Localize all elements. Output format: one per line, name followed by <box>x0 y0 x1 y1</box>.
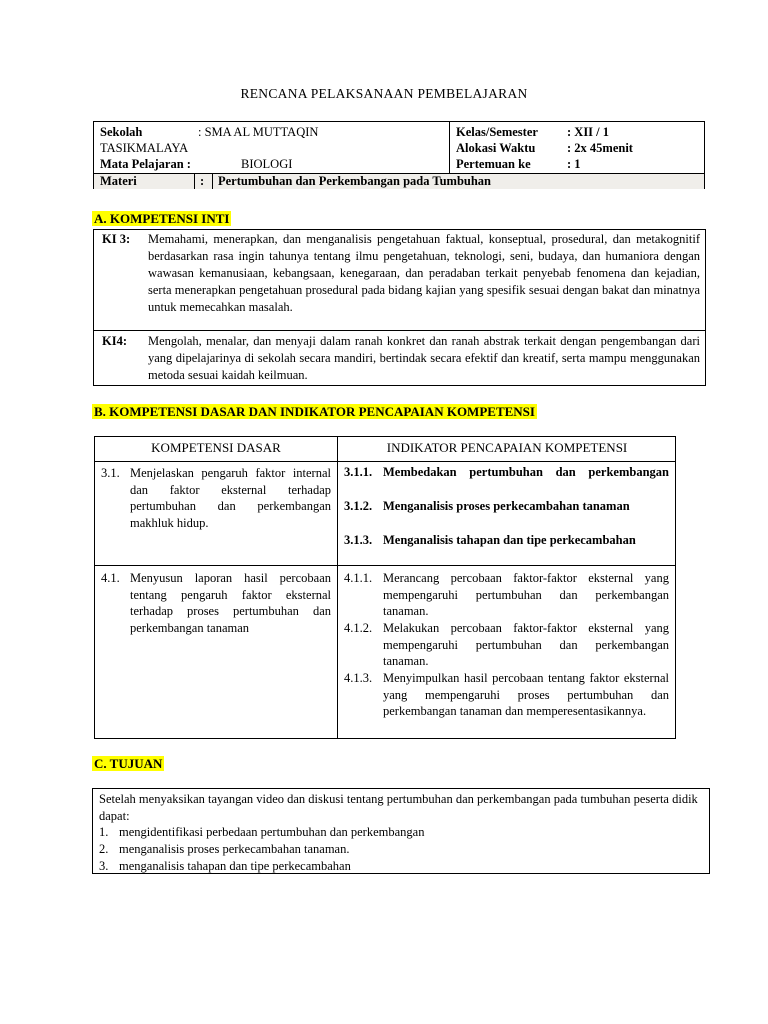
ki3-text: Memahami, menerapkan, dan menganalisis pengetahuan faktual, konseptual, prosedural, dan metakognitif berdasarkan rasa ingin tahunya tentang ilmu pengetahuan, teknologi, seni, budaya, dan humaniora dengan wawasan kemanusiaan, kebangsaan, kenegaraan, dan peradaban terkait penyebab fenomena dan kejadian, serta menerapkan pengetahuan prosedural pada bidang kajian yang spesifik sesuai dengan bakat dan minatnya untuk memecahkan masalah. <box>148 232 700 314</box>
mapel-label: Mata Pelajaran : <box>100 157 191 171</box>
tujuan-item-2-number: 2. <box>99 842 109 856</box>
kelas-value: : XII / 1 <box>567 125 610 139</box>
kd1-number: 3.1. <box>101 466 120 480</box>
ki3-label: KI 3: <box>102 232 131 246</box>
ki4-label: KI4: <box>102 334 127 348</box>
alokasi-label: Alokasi Waktu <box>456 141 536 155</box>
section-a-heading: A. KOMPETENSI INTI <box>94 211 230 226</box>
sekolah-value: : SMA AL MUTTAQIN <box>198 125 319 139</box>
ind-3-1-2-text: Menganalisis proses perkecambahan tanaman <box>383 499 630 513</box>
ind-4-1-3-number: 4.1.3. <box>344 671 373 685</box>
sekolah-label: Sekolah <box>100 125 143 139</box>
ind-4-1-1-text: Merancang percobaan faktor-faktor eksternal yang mempengaruhi pertumbuhan dan perkembangan tanaman. <box>383 571 669 618</box>
section-c-heading: C. TUJUAN <box>94 756 163 771</box>
ind-3-1-3-text: Menganalisis tahapan dan tipe perkecambahan <box>383 533 636 547</box>
section-b-heading: B. KOMPETENSI DASAR DAN INDIKATOR PENCAPAIAN KOMPETENSI <box>94 404 535 419</box>
sekolah-value-cont: TASIKMALAYA <box>100 141 189 155</box>
kd2-text: Menyusun laporan hasil percobaan tentang pengaruh faktor eksternal terhadap proses pertumbuhan dan perkembangan tanaman <box>130 571 331 635</box>
tujuan-item-2: menganalisis proses perkecambahan tanaman. <box>119 842 350 856</box>
ind-3-1-1-text: Membedakan pertumbuhan dan perkembangan <box>383 465 669 479</box>
materi-label: Materi <box>100 174 137 188</box>
kompetensi-inti-box <box>93 229 706 386</box>
header-info-box <box>93 121 705 189</box>
tujuan-item-3: menganalisis tahapan dan tipe perkecambahan <box>119 859 351 873</box>
tujuan-intro: Setelah menyaksikan tayangan video dan diskusi tentang pertumbuhan dan perkembangan pada tumbuhan peserta didik dapat: <box>99 792 698 823</box>
kelas-label: Kelas/Semester <box>456 125 538 139</box>
pertemuan-label: Pertemuan ke <box>456 157 531 171</box>
col-kompetensi-dasar: KOMPETENSI DASAR <box>151 440 281 455</box>
alokasi-value: : 2x 45menit <box>567 141 633 155</box>
ind-3-1-1-number: 3.1.1. <box>344 465 373 479</box>
tujuan-box <box>92 788 710 874</box>
document-title: RENCANA PELAKSANAAN PEMBELAJARAN <box>240 86 528 101</box>
ind-4-1-3-text: Menyimpulkan hasil percobaan tentang faktor eksternal yang mempengaruhi proses pertumbuhan dan perkembangan tanaman dan memperesentasikannya. <box>383 671 669 718</box>
kd1-text: Menjelaskan pengaruh faktor internal dan faktor eksternal terhadap pertumbuhan dan perkembangan makhluk hidup. <box>130 466 331 530</box>
materi-colon: : <box>200 174 205 188</box>
ind-4-1-2-number: 4.1.2. <box>344 621 373 635</box>
materi-value: Pertumbuhan dan Perkembangan pada Tumbuhan <box>218 174 492 188</box>
kd2-number: 4.1. <box>101 571 120 585</box>
tujuan-item-1-number: 1. <box>99 825 109 839</box>
kd-indikator-table <box>94 436 676 739</box>
ki4-text: Mengolah, menalar, dan menyaji dalam ranah konkret dan ranah abstrak terkait dengan pengembangan dari yang dipelajarinya di sekolah secara mandiri, bertindak secara efektif dan kreatif, serta mampu menggunakan metoda sesuai kaidah keilmuan. <box>148 334 700 382</box>
ind-4-1-2-text: Melakukan percobaan faktor-faktor eksternal yang mempengaruhi pertumbuhan dan perkembangan tanaman. <box>383 621 669 668</box>
ind-3-1-2-number: 3.1.2. <box>344 499 373 513</box>
ind-3-1-3-number: 3.1.3. <box>344 533 373 547</box>
col-indikator: INDIKATOR PENCAPAIAN KOMPETENSI <box>386 440 628 455</box>
pertemuan-value: : 1 <box>567 157 581 171</box>
tujuan-item-1: mengidentifikasi perbedaan pertumbuhan dan perkembangan <box>119 825 425 839</box>
ind-4-1-1-number: 4.1.1. <box>344 571 373 585</box>
tujuan-item-3-number: 3. <box>99 859 109 873</box>
mapel-value: BIOLOGI <box>241 157 293 171</box>
